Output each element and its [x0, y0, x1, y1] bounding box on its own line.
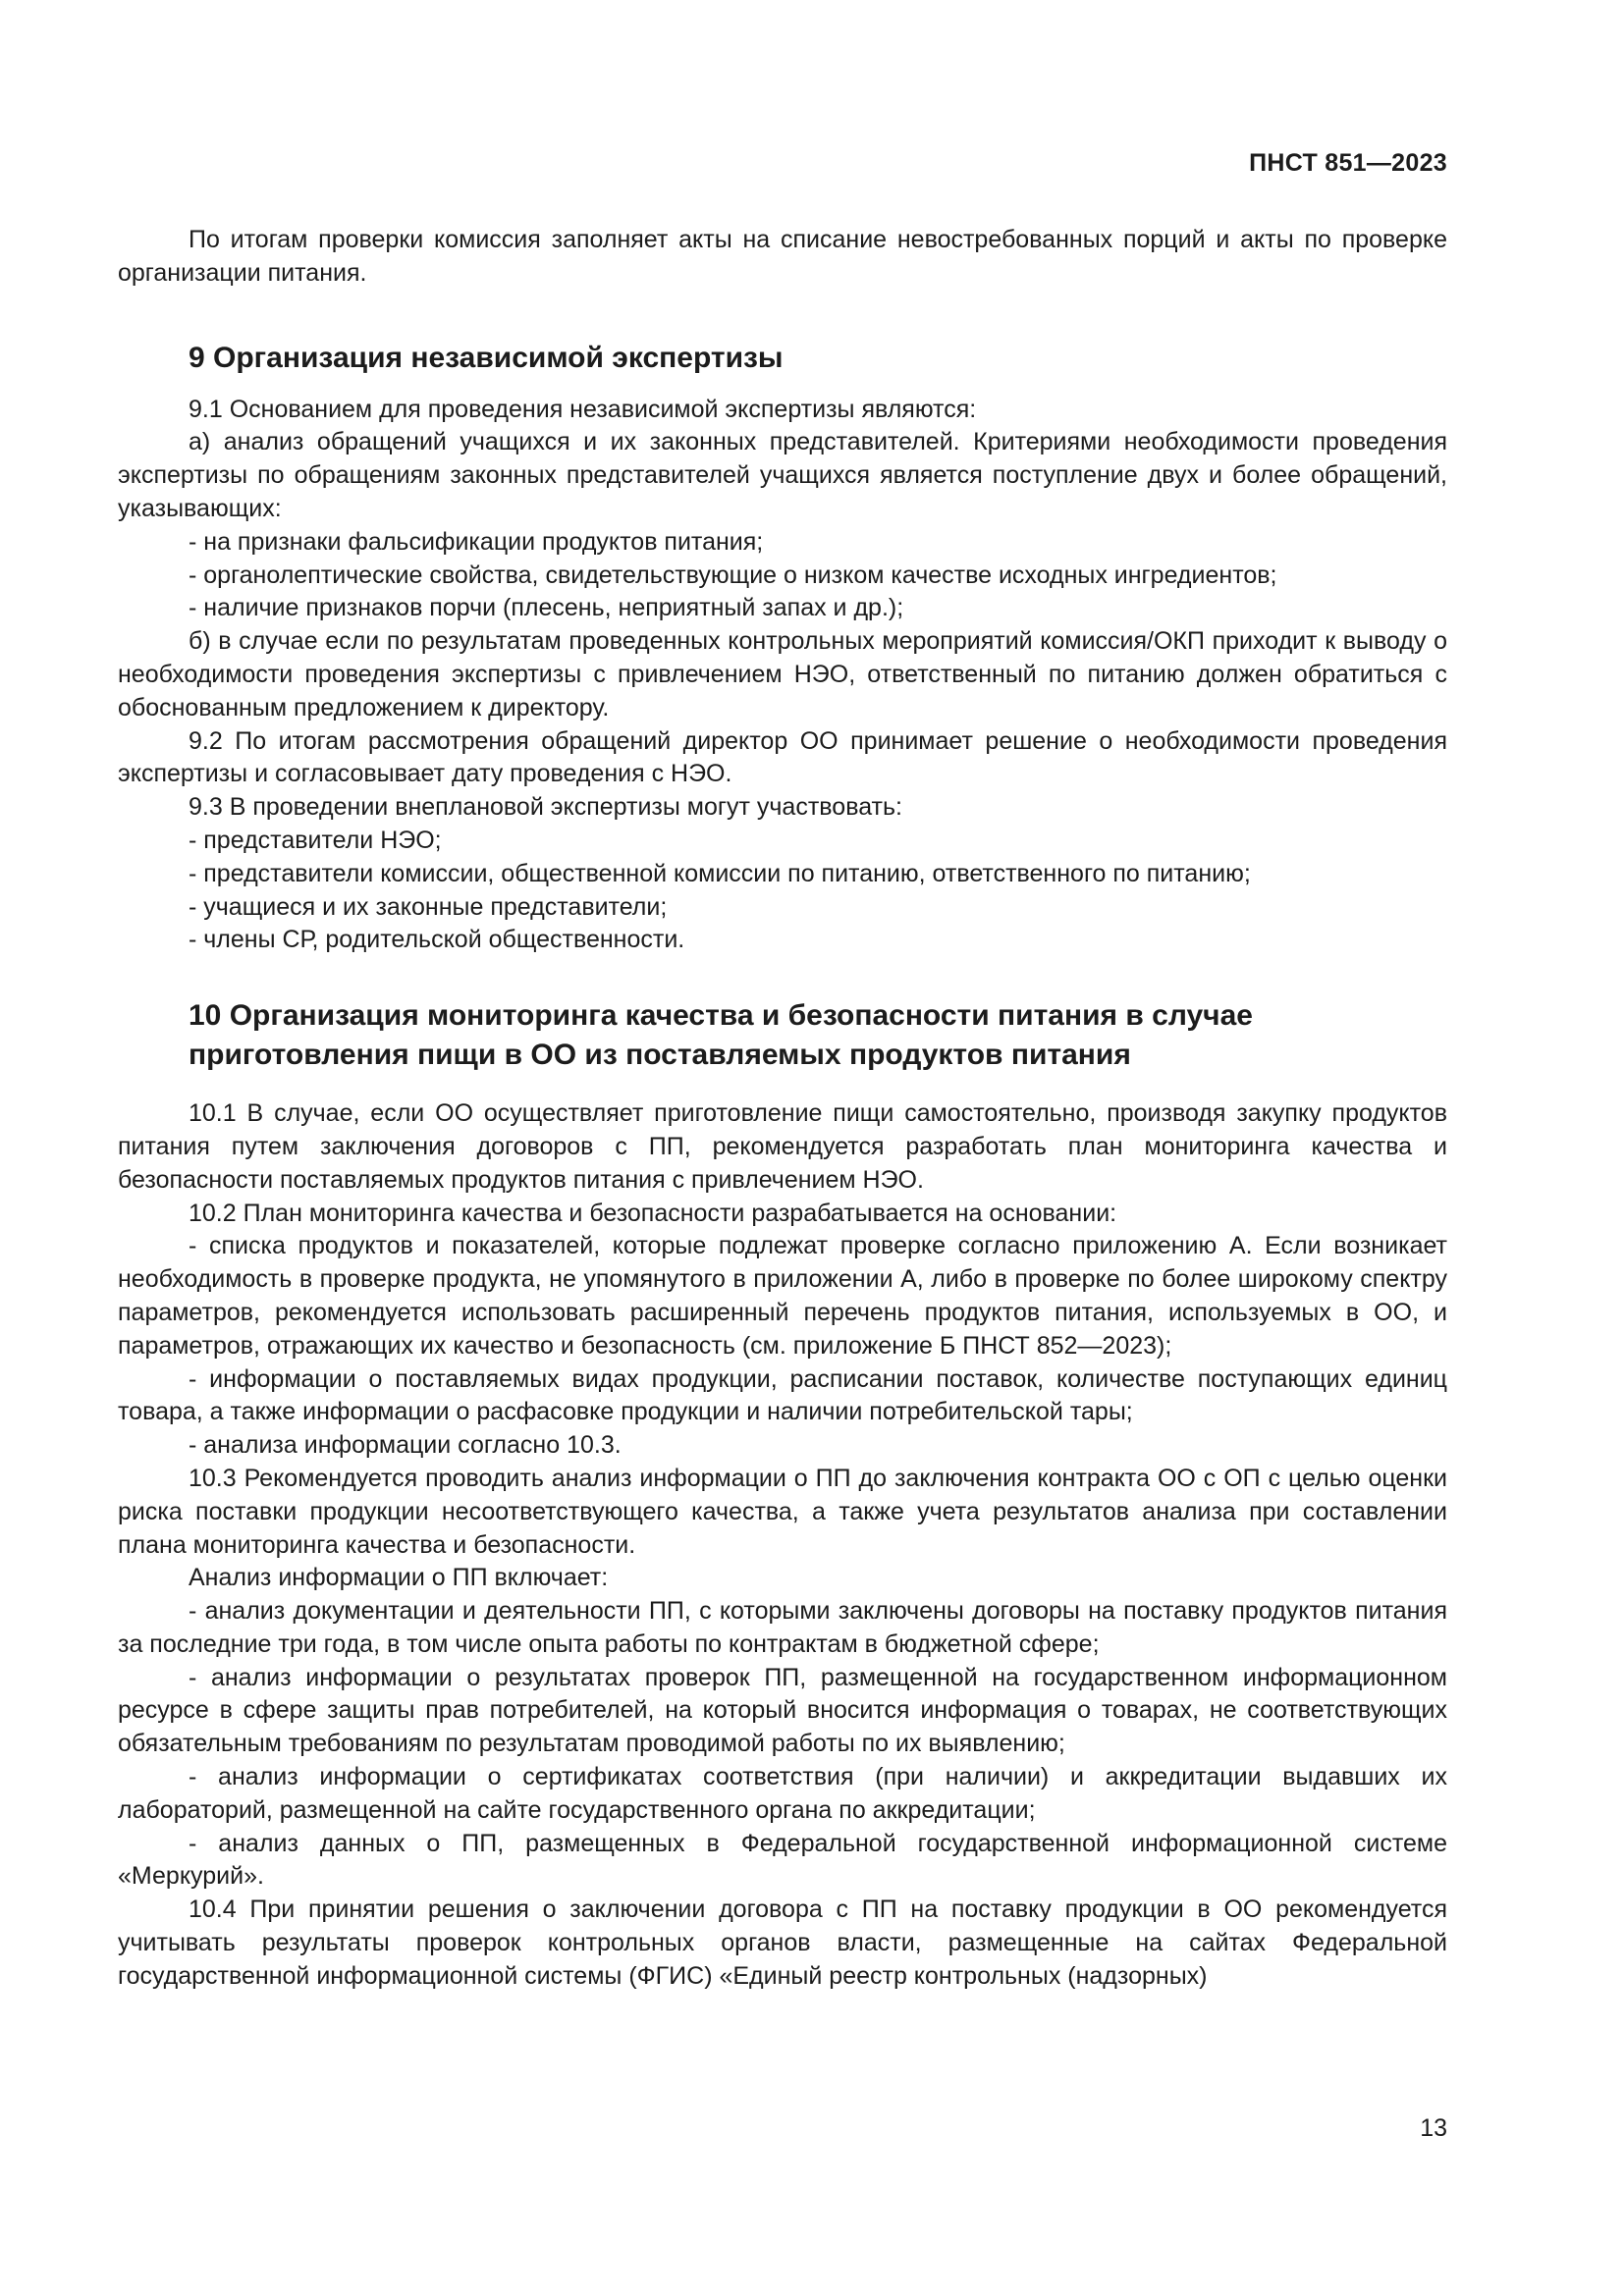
list-item: - члены СР, родительской общественности.	[189, 926, 685, 954]
list-item: - представители комиссии, общественной комиссии по питанию, ответственного по питанию;	[189, 859, 1251, 887]
clause-10-3: 10.3 Рекомендуется проводить анализ информации о ПП до заключения контракта ОО с ОП с целью оценки риска поставки продукции несоответствующего качества, а также учета результатов анализа при составлении плана мониторинга качества и безопасности.	[118, 1464, 1447, 1559]
clause-10-2: 10.2 План мониторинга качества и безопасности разрабатывается на основании:	[189, 1199, 1117, 1227]
document-code: ПНСТ 851—2023	[1249, 149, 1447, 177]
list-item: - наличие признаков порчи (плесень, неприятный запах и др.);	[189, 594, 904, 622]
clause-9-1-b: б) в случае если по результатам проведенных контрольных мероприятий комиссия/ОКП приходит к выводу о необходимости проведения экспертизы с привлечением НЭО, ответственный по питанию должен обратиться с обоснованным предложением к директору.	[118, 627, 1447, 721]
clause-9-2: 9.2 По итогам рассмотрения обращений директор ОО принимает решение о необходимости проведения экспертизы и согласовывает дату проведения с НЭО.	[118, 726, 1447, 788]
clause-10-3-item-d: - анализ данных о ПП, размещенных в Федеральной государственной информационной системе «Меркурий».	[118, 1829, 1447, 1891]
clause-9-3: 9.3 В проведении внеплановой экспертизы могут участвовать:	[189, 793, 902, 822]
page-content	[118, 224, 1447, 1994]
section-10-heading-line2: приготовления пищи в ОО из поставляемых продуктов питания	[189, 1039, 1131, 1072]
page-number: 13	[1420, 2114, 1447, 2142]
clause-9-1-a: а) анализ обращений учащихся и их законных представителей. Критериями необходимости проведения экспертизы по обращениям законных представителей учащихся является поступление двух и более обращений, указывающих:	[118, 428, 1447, 522]
section-10-heading	[118, 996, 1447, 1075]
clause-10-3-item-b: - анализ информации о результатах проверок ПП, размещенной на государственном информационном ресурсе в сфере защиты прав потребителей, на который вносится информация о товарах, не соответствующих обязательным требованиям по результатам проводимой работы по их выявлению;	[118, 1663, 1447, 1758]
clause-10-2-item-c: - анализа информации согласно 10.3.	[189, 1431, 622, 1460]
list-item: - представители НЭО;	[189, 826, 442, 854]
section-9-heading: 9 Организация независимой экспертизы	[189, 341, 784, 374]
clause-9-1: 9.1 Основанием для проведения независимой экспертизы являются:	[189, 395, 977, 423]
clause-10-2-item-b: - информации о поставляемых видах продукции, расписании поставок, количестве поступающих единиц товара, а также информации о расфасовке продукции и наличии потребительской тары;	[118, 1364, 1447, 1426]
section-10-heading-line1: 10 Организация мониторинга качества и безопасности питания в случае	[189, 999, 1253, 1033]
list-item: - органолептические свойства, свидетельствующие о низком качестве исходных ингредиентов;	[189, 561, 1277, 589]
clause-10-1: 10.1 В случае, если ОО осуществляет приготовление пищи самостоятельно, производя закупку продуктов питания путем заключения договоров с ПП, рекомендуется разработать план мониторинга качества и безопасности поставляемых продуктов питания с привлечением НЭО.	[118, 1099, 1447, 1194]
list-item: - на признаки фальсификации продуктов питания;	[189, 527, 764, 556]
clause-10-3-item-c: - анализ информации о сертификатах соответствия (при наличии) и аккредитации выдавших их лабораторий, размещенной на сайте государственного органа по аккредитации;	[118, 1763, 1447, 1824]
list-item: - учащиеся и их законные представители;	[189, 892, 668, 921]
clause-10-2-item-a: - списка продуктов и показателей, которые подлежат проверке согласно приложению А. Если возникает необходимость в проверке продукта, не упомянутого в приложении А, либо в проверке по более широкому спектру параметров, рекомендуется использовать расширенный перечень продуктов питания, используемых в ОО, и параметров, отражающих их качество и безопасность (см. приложение Б ПНСТ 852—2023);	[118, 1232, 1447, 1360]
clause-10-3-intro: Анализ информации о ПП включает:	[189, 1564, 609, 1592]
intro-paragraph: По итогам проверки комиссия заполняет акты на списание невостребованных порций и акты по проверке организации питания.	[118, 226, 1447, 287]
clause-10-3-item-a: - анализ документации и деятельности ПП, с которыми заключены договоры на поставку продуктов питания за последние три года, в том числе опыта работы по контрактам в бюджетной сфере;	[118, 1597, 1447, 1658]
clause-10-4: 10.4 При принятии решения о заключении договора с ПП на поставку продукции в ОО рекомендуется учитывать результаты проверок контрольных органов власти, размещенные на сайтах Федеральной государственной информационной системы (ФГИС) «Единый реестр контрольных (надзорных)	[118, 1896, 1447, 1990]
